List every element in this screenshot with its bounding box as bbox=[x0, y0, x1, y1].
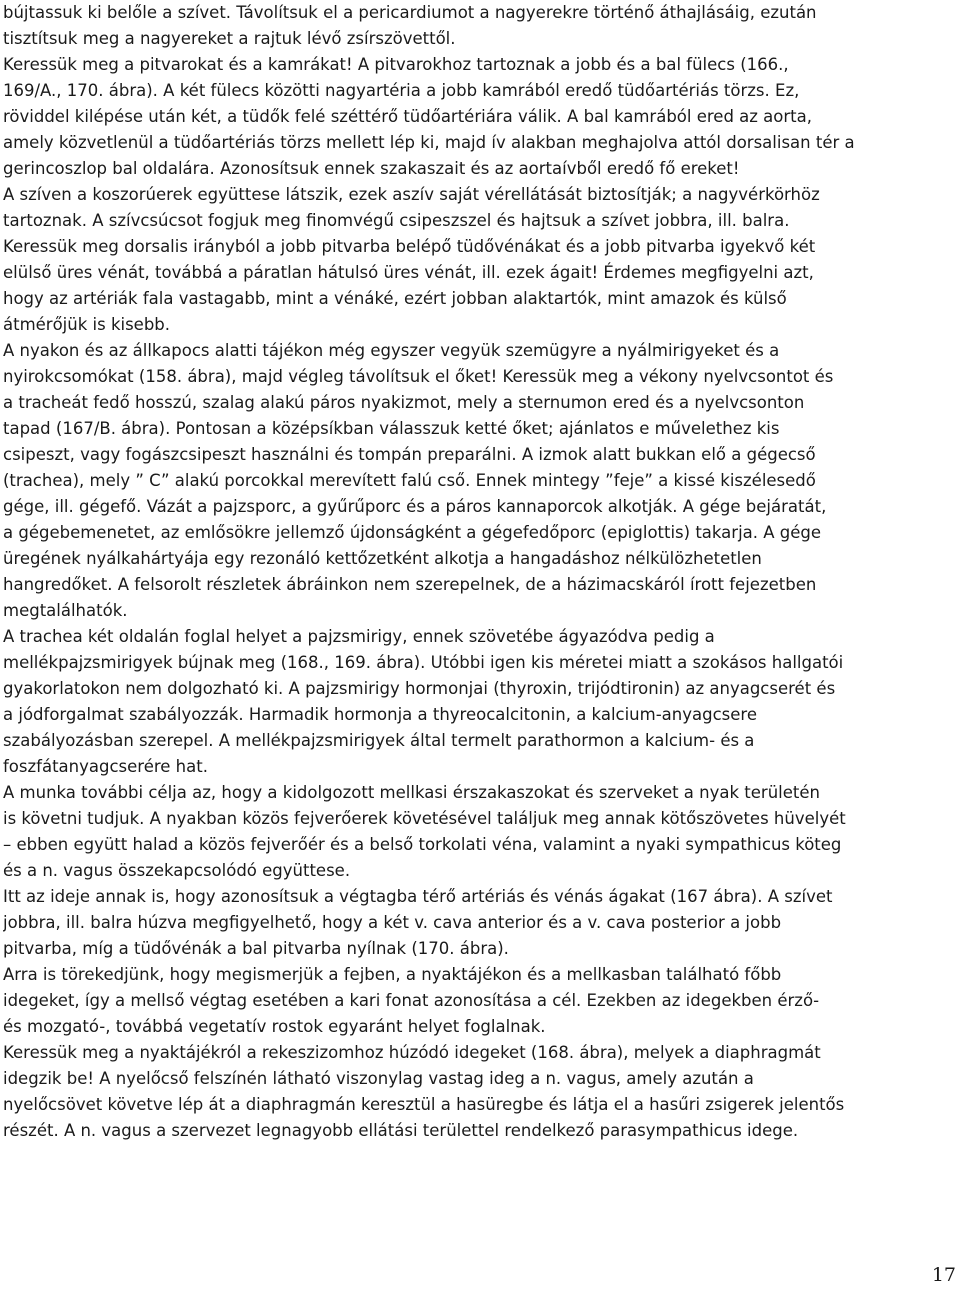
text-line: megtalálhatók. bbox=[3, 601, 128, 620]
text-line: Keressük meg a pitvarokat és a kamrákat! A pitvarokhoz tartoznak a jobb és a bal fülecs (166., bbox=[3, 55, 789, 74]
text-line: gyakorlatokon nem dolgozható ki. A pajzsmirigy hormonjai (thyroxin, trijódtironin) az anyagcserét és bbox=[3, 679, 836, 698]
text-line: bújtassuk ki belőle a szívet. Távolítsuk el a pericardiumot a nagyerekre történő áthajlásáig, ezután bbox=[3, 3, 817, 22]
text-line: hogy az artériák fala vastagabb, mint a vénáké, ezért jobban alaktartók, mint amazok és külső bbox=[3, 289, 787, 308]
text-line: a gégebemenetet, az emlősökre jellemző újdonságként a gégefedőporc (epiglottis) takarja. A gége bbox=[3, 523, 822, 542]
text-line: A nyakon és az állkapocs alatti tájékon még egyszer vegyük szemügyre a nyálmirigyeket és a bbox=[3, 341, 780, 360]
text-line: Keressük meg dorsalis irányból a jobb pitvarba belépő tüdővénákat és a jobb pitvarba igyekvő két bbox=[3, 237, 816, 256]
text-line: a tracheát fedő hosszú, szalag alakú páros nyakizmot, mely a sternumon ered és a nyelvcsonton bbox=[3, 393, 805, 412]
text-line: tartoznak. A szívcsúcsot fogjuk meg finomvégű csipeszszel és hajtsuk a szívet jobbra, ill. balra. bbox=[3, 211, 790, 230]
text-line: tisztítsuk meg a nagyereket a rajtuk lévő zsírszövettől. bbox=[3, 29, 456, 48]
text-line: amely közvetlenül a tüdőartériás törzs mellett lép ki, majd ív alakban meghajolva attól dorsalisan tér a bbox=[3, 133, 855, 152]
text-line: gége, ill. gégefő. Vázát a pajzsporc, a gyűrűporc és a páros kannaporcok alkotják. A gége bejáratát, bbox=[3, 497, 827, 516]
text-line: idegeket, így a mellső végtag esetében a kari fonat azonosítása a cél. Ezekben az idegekben érző- bbox=[3, 991, 820, 1010]
text-line: pitvarba, míg a tüdővénák a bal pitvarba nyílnak (170. ábra). bbox=[3, 939, 509, 958]
text-line: jobbra, ill. balra húzva megfigyelhető, hogy a két v. cava anterior és a v. cava posterior a jobb bbox=[3, 913, 782, 932]
text-line: A szíven a koszorúerek együttese látszik, ezek aszív saját vérellátását biztosítják; a nagyvérkörhöz bbox=[3, 185, 820, 204]
text-line: gerincoszlop bal oldalára. Azonosítsuk ennek szakaszait és az aortaívből eredő fő ereket! bbox=[3, 159, 740, 178]
text-line: szabályozásban szerepel. A mellékpajzsmirigyek által termelt parathormon a kalcium- és a bbox=[3, 731, 755, 750]
text-line: és a n. vagus összekapcsolódó együttese. bbox=[3, 861, 351, 880]
text-line: Keressük meg a nyaktájékról a rekeszizomhoz húzódó idegeket (168. ábra), melyek a diaphragmát bbox=[3, 1043, 821, 1062]
text-line: a jódforgalmat szabályozzák. Harmadik hormonja a thyreocalcitonin, a kalcium-anyagcsere bbox=[3, 705, 757, 724]
text-line: átmérőjük is kisebb. bbox=[3, 315, 171, 334]
text-line: nyirokcsomókat (158. ábra), majd végleg távolítsuk el őket! Keressük meg a vékony nyelvcsontot és bbox=[3, 367, 834, 386]
text-line: 169/A., 170. ábra). A két fülecs közötti nagyartéria a jobb kamrából eredő tüdőartériás törzs. Ez, bbox=[3, 81, 800, 100]
body-text bbox=[3, 0, 957, 1144]
text-line: részét. A n. vagus a szervezet legnagyobb ellátási területtel rendelkező parasympathicus idege. bbox=[3, 1121, 799, 1140]
text-line: és mozgató-, továbbá vegetatív rostok egyaránt helyet foglalnak. bbox=[3, 1017, 546, 1036]
text-line: csipeszt, vagy fogászcsipeszt használni és tompán preparálni. A izmok alatt bukkan elő a gégecső bbox=[3, 445, 816, 464]
text-line: Arra is törekedjünk, hogy megismerjük a fejben, a nyaktájékon és a mellkasban található főbb bbox=[3, 965, 782, 984]
text-line: mellékpajzsmirigyek bújnak meg (168., 169. ábra). Utóbbi igen kis méretei miatt a szokásos hallgatói bbox=[3, 653, 844, 672]
text-line: Itt az ideje annak is, hogy azonosítsuk a végtagba térő artériás és vénás ágakat (167 ábra). A szívet bbox=[3, 887, 833, 906]
text-line: A munka további célja az, hogy a kidolgozott mellkasi érszakaszokat és szerveket a nyak területén bbox=[3, 783, 820, 802]
text-line: nyelőcsövet követve lép át a diaphragmán keresztül a hasüregbe és látja el a hasűri zsigerek jelentős bbox=[3, 1095, 845, 1114]
text-line: is követni tudjuk. A nyakban közös fejverőerek követésével találjuk meg annak kötőszövetes hüvelyét bbox=[3, 809, 846, 828]
text-line: tapad (167/B. ábra). Pontosan a középsíkban válasszuk ketté őket; ajánlatos e művelethez kis bbox=[3, 419, 780, 438]
text-line: röviddel kilépése után két, a tüdők felé széttérő tüdőartériára válik. A bal kamrából ered az aorta, bbox=[3, 107, 812, 126]
text-line: idegzik be! A nyelőcső felszínén látható viszonylag vastag ideg a n. vagus, amely azután a bbox=[3, 1069, 754, 1088]
text-line: – ebben együtt halad a közös fejverőér és a belső torkolati véna, valamint a nyaki sympathicus köteg bbox=[3, 835, 842, 854]
text-line: elülső üres vénát, továbbá a páratlan hátulsó üres vénát, ill. ezek ágait! Érdemes megfigyelni azt, bbox=[3, 263, 814, 282]
text-line: üregének nyálkahártyája egy rezonáló kettőzetként alkotja a hangadáshoz nélkülözhetetlen bbox=[3, 549, 762, 568]
text-line: foszfátanyagcserére hat. bbox=[3, 757, 208, 776]
text-line: (trachea), mely ” C” alakú porcokkal merevített falú cső. Ennek mintegy ”feje” a kissé kiszélesedő bbox=[3, 471, 816, 490]
text-line: A trachea két oldalán foglal helyet a pajzsmirigy, ennek szövetébe ágyazódva pedig a bbox=[3, 627, 715, 646]
text-line: hangredőket. A felsorolt részletek ábráinkon nem szerepelnek, de a házimacskáról írott fejezetben bbox=[3, 575, 817, 594]
page-number: 17 bbox=[931, 1264, 956, 1286]
